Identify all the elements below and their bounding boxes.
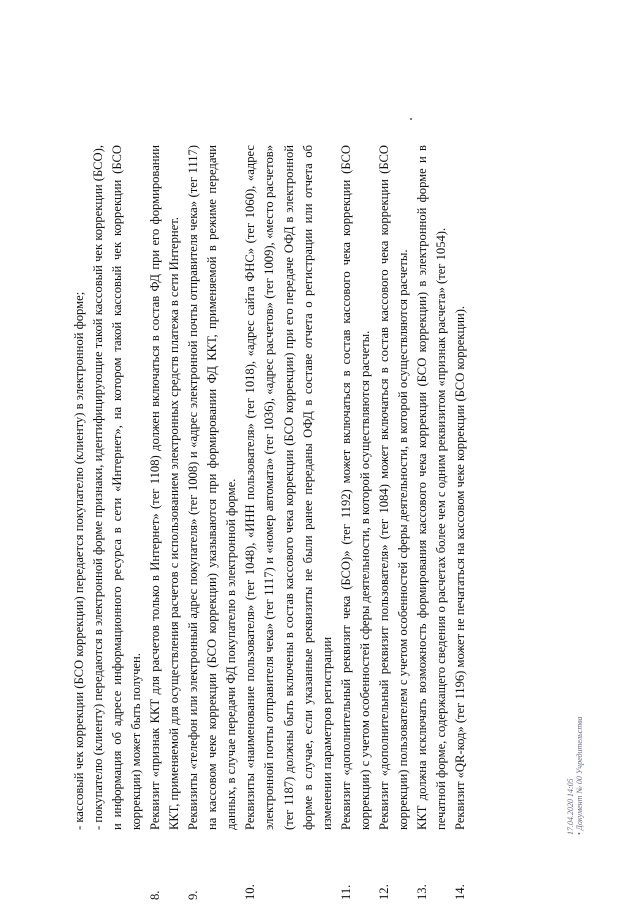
- document-body: [70, 145, 470, 900]
- list-item: [413, 145, 451, 900]
- electronic-signature-stamp: [566, 716, 584, 835]
- item-text: Реквизит «дополнительный реквизит чека (БСО)» (тег 1192) может включаться в состав кассового чека коррекции (БСО коррекции) с учетом особенностей сферы деятельности, в которой осуществляются расчеты.: [338, 145, 372, 830]
- speck: [410, 118, 412, 120]
- item-text: ККТ должна исключать возможность формирования кассового чека коррекции (БСО коррекции) в электронной форме и в печатной форме, содержащего сведения о расчетах более чем с одним реквизитом «признак расчета» (тег 1054).: [414, 145, 448, 830]
- list-item: [337, 145, 375, 900]
- stamp-line: • Документ № 00 Учредительства: [575, 716, 584, 835]
- continuation-line: - кассовый чек коррекции (БСО коррекции) передается покупателю (клиенту) в электронной форме;: [72, 291, 86, 830]
- item-number: 10.: [243, 884, 258, 900]
- item-text: Реквизиты «телефон или электронный адрес покупателя» (тег 1008) и «адрес электронной почты отправителя чека» (тег 1117) на кассовом чеке коррекции (БСО коррекции) указываются при формировании ФД ККТ, применяемой в режиме передачи данных, в случае передачи ФД покупателю в электронной форме.: [186, 145, 239, 830]
- list-item: [375, 145, 413, 900]
- item-number: 14.: [452, 884, 467, 900]
- item-number: 13.: [414, 884, 429, 900]
- continuation-block: [70, 145, 146, 900]
- item-text: Реквизит «дополнительный реквизит пользователя» (тег 1084) может включаться в состав кассового чека коррекции (БСО коррекции) пользователем с учетом особенностей сферы деятельности, в которой осуществляются расчеты.: [376, 145, 410, 830]
- stamp-line: 17.04.2020 14:05: [566, 778, 575, 835]
- item-text: Реквизиты «наименование пользователя» (тег 1048), «ИНН пользователя» (тег 1018), «адрес сайта ФНС» (тег 1060), «адрес электронной почты отправителя чека» (тег 1117) и «номер автомата» (тег 1036), «адрес расчетов» (тег 1009), «место расчетов» (тег 1187) должны быть включены в состав кассового чека коррекции (БСО коррекции) при его передаче ОФД в электронной форме в случае, если указанные реквизиты не были ранее переданы ОФД в составе отчета о регистрации или отчета об изменении параметров регистрации: [243, 145, 334, 830]
- list-item: [184, 145, 241, 900]
- item-number: 9.: [186, 890, 201, 900]
- continuation-line: - покупателю (клиенту) передаются в электронной форме признаки, идентифицирующие такой кассовый чек коррекции (БСО), и информация об адресе информационного ресурса в сети «Интернет», на котором такой кассовый чек коррекции (БСО коррекции) может быть получен.: [91, 145, 144, 830]
- item-text: Реквизит «признак ККТ для расчетов только в Интернет» (тег 1108) должен включаться в состав ФД при его формировании ККТ, применяемой для осуществления расчетов с использованием электронных средств платежа в сети Интернет.: [148, 145, 182, 830]
- item-text: Реквизит «QR-код» (тег 1196) может не печататься на кассовом чеке коррекции (БСО коррекции).: [452, 305, 467, 830]
- item-number: 8.: [148, 890, 163, 900]
- list-item: [146, 145, 184, 900]
- list-item: [451, 145, 470, 900]
- item-number: 11.: [338, 884, 353, 900]
- list-item: [241, 145, 336, 900]
- item-number: 12.: [376, 884, 391, 900]
